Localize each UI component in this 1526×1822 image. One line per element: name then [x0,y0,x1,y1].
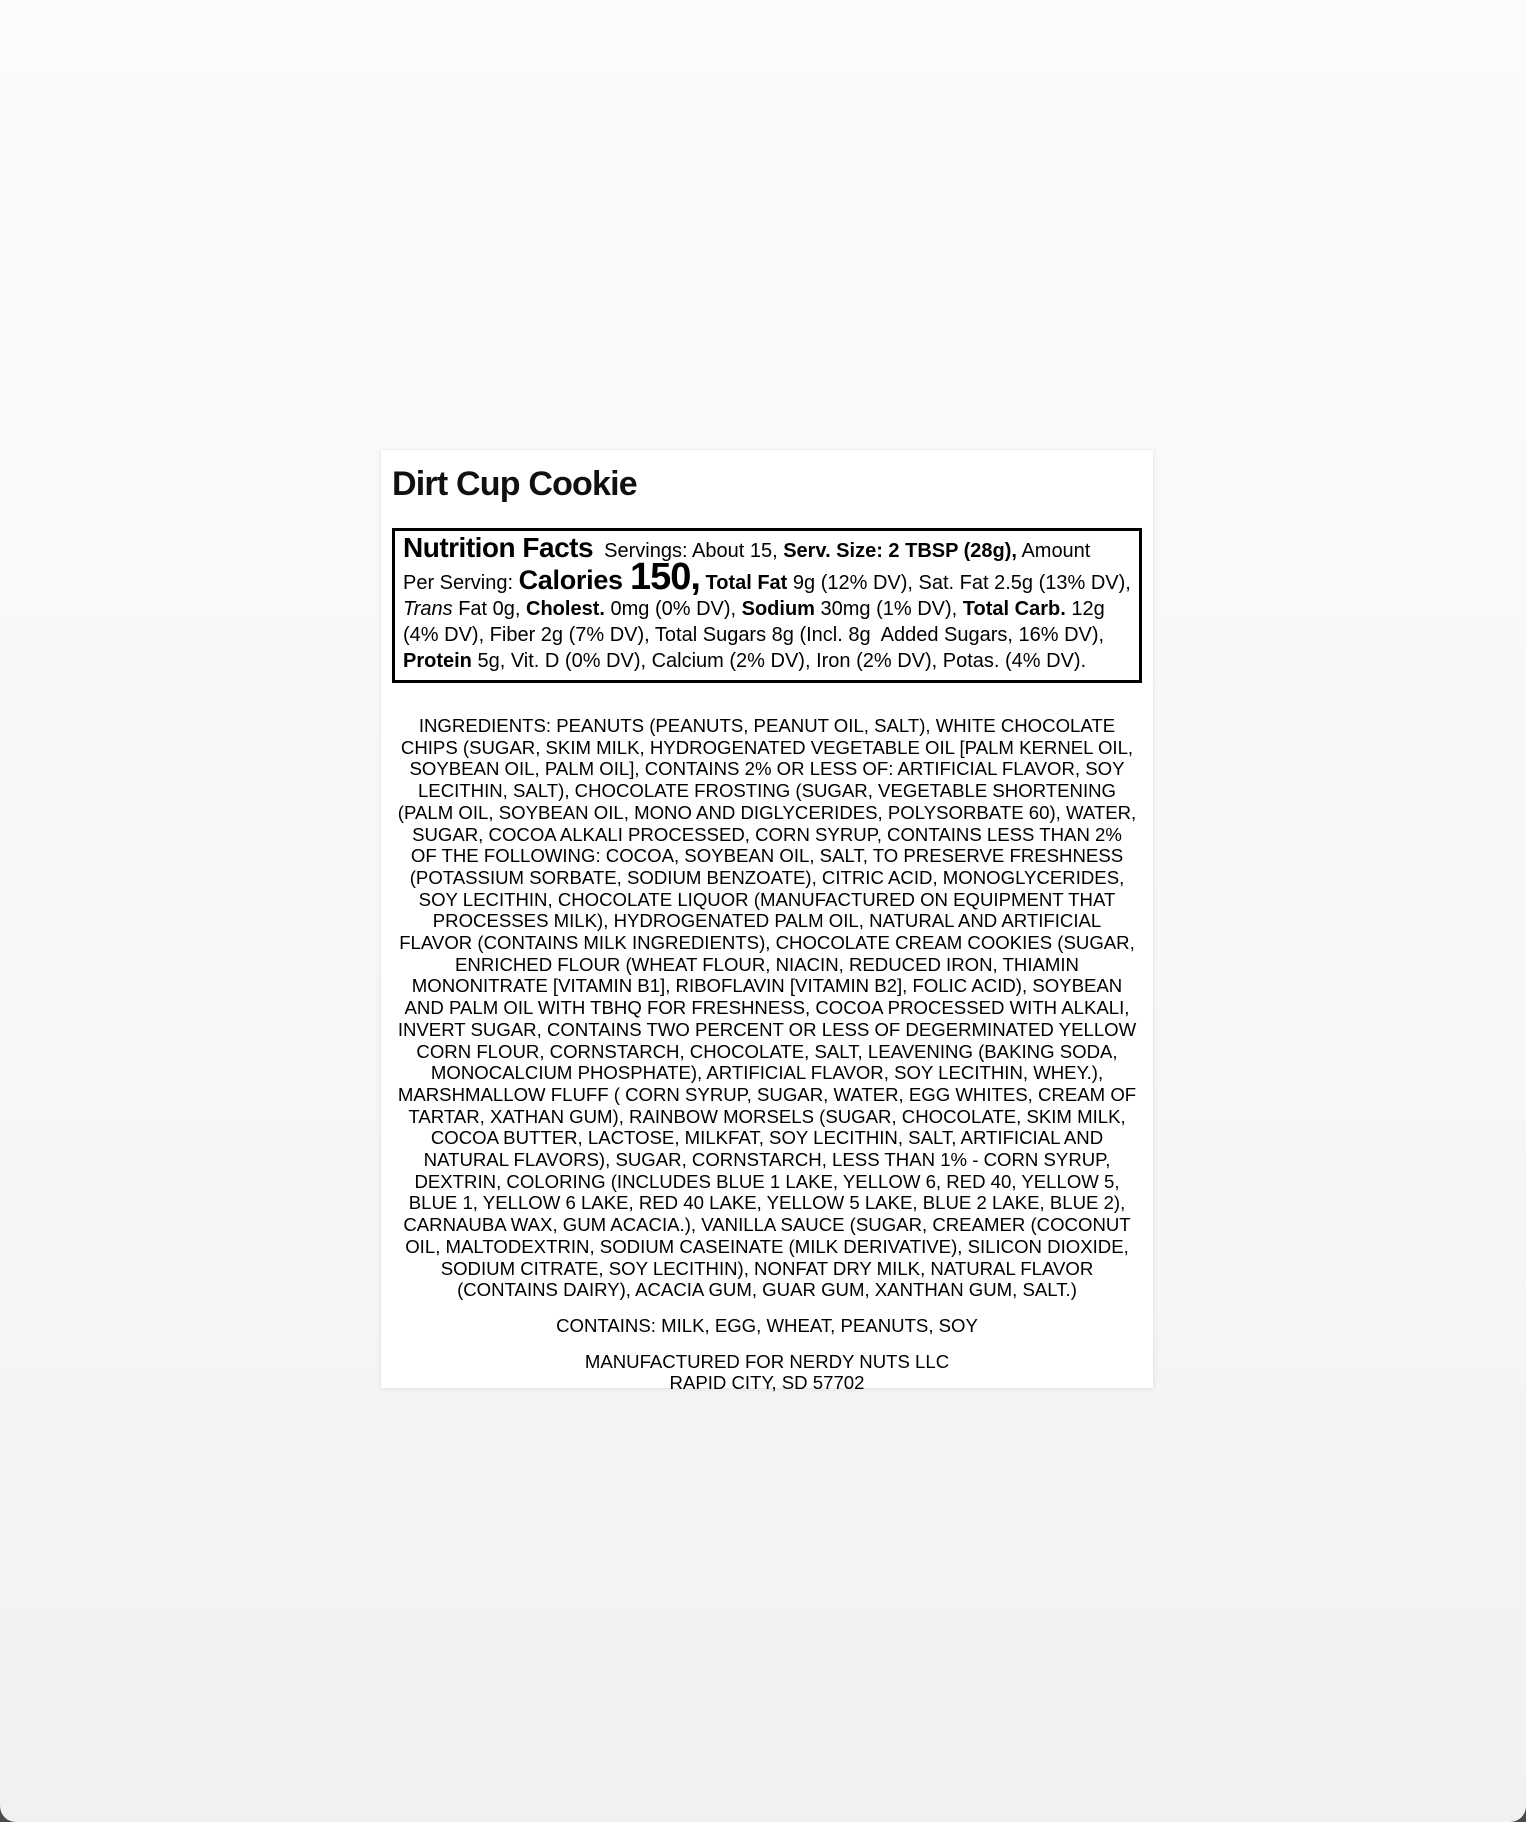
allergen-contains-statement: CONTAINS: MILK, EGG, WHEAT, PEANUTS, SOY [556,1314,978,1336]
nutrition-facts-line [403,556,1131,598]
ingredients-line: BLUE 1, YELLOW 6 LAKE, RED 40 LAKE, YELLOW 5 LAKE, BLUE 2 LAKE, BLUE 2), [408,1192,1126,1214]
nutrition-facts-segment: Per Serving: [403,572,519,594]
ingredients-paragraph [392,715,1142,1301]
nutrition-facts-segment: Protein [403,650,472,672]
ingredients-line: CARNAUBA WAX, GUM ACACIA.), VANILLA SAUCE (SUGAR, CREAMER (COCONUT [403,1214,1131,1236]
ingredients-line: TARTAR, XATHAN GUM), RAINBOW MORSELS (SUGAR, CHOCOLATE, SKIM MILK, [408,1105,1126,1127]
ingredients-line: SUGAR, COCOA ALKALI PROCESSED, CORN SYRUP, CONTAINS LESS THAN 2% [412,823,1122,845]
ingredients-line: SOYBEAN OIL, PALM OIL], CONTAINS 2% OR LESS OF: ARTIFICIAL FLAVOR, SOY [409,758,1125,780]
ingredients-line: INGREDIENTS: PEANUTS (PEANUTS, PEANUT OIL, SALT), WHITE CHOCOLATE [418,715,1116,736]
nutrition-facts-line [403,622,1131,648]
ingredients-line: ENRICHED FLOUR (WHEAT FLOUR, NIACIN, REDUCED IRON, THIAMIN [455,953,1079,975]
nutrition-facts-segment: (4% DV), Fiber 2g (7% DV), Total Sugars 8g (Incl. 8g Added Sugars, 16% DV), [403,624,1105,646]
nutrition-facts-segment: Fat 0g, [452,598,527,620]
nutrition-facts-segment: 9g (12% DV), Sat. Fat 2.5g (13% DV), [792,572,1131,594]
nutrition-facts-segment: Calories [518,565,630,595]
ingredients-line: PROCESSES MILK), HYDROGENATED PALM OIL, NATURAL AND ARTIFICIAL [432,910,1102,932]
ingredients-line: SOY LECITHIN, CHOCOLATE LIQUOR (MANUFACTURED ON EQUIPMENT THAT [418,888,1116,910]
nutrition-facts-line [403,648,1131,674]
nutrition-facts-segment: Cholest. [526,598,605,620]
nutrition-facts-segment: Sodium [741,598,815,620]
manufacturer-line: MANUFACTURED FOR NERDY NUTS LLC [584,1350,950,1372]
nutrition-facts-segment: Servings: About 15, [593,540,784,562]
ingredients-line: AND PALM OIL WITH TBHQ FOR FRESHNESS, COCOA PROCESSED WITH ALKALI, [404,997,1130,1019]
ingredients-line: SODIUM CITRATE, SOY LECITHIN), NONFAT DRY MILK, NATURAL FLAVOR [440,1257,1094,1279]
page-title: Dirt Cup Cookie [392,465,637,503]
manufacturer-city-line: RAPID CITY, SD 57702 [669,1372,865,1394]
nutrition-facts-segment: 12g [1065,598,1105,620]
product-label-card [381,450,1153,1394]
nutrition-facts-line [403,596,1131,622]
nutrition-facts-box [392,528,1142,683]
ingredients-line: OF THE FOLLOWING: COCOA, SOYBEAN OIL, SALT, TO PRESERVE FRESHNESS [410,845,1124,867]
nutrition-facts-segment: Total Fat [699,572,793,594]
ingredients-line: CORN FLOUR, CORNSTARCH, CHOCOLATE, SALT, LEAVENING (BAKING SODA, [416,1040,1118,1062]
ingredients-line: OIL, MALTODEXTRIN, SODIUM CASEINATE (MILK DERIVATIVE), SILICON DIOXIDE, [405,1235,1129,1257]
nutrition-facts-segment: Nutrition Facts [403,532,594,563]
nutrition-facts-segment: 30mg (1% DV), [814,598,963,620]
ingredients-line: DEXTRIN, COLORING (INCLUDES BLUE 1 LAKE, YELLOW 6, RED 40, YELLOW 5, [414,1170,1120,1192]
nutrition-facts-segment: 5g, Vit. D (0% DV), Calcium (2% DV), Iron (2% DV), Potas. (4% DV). [471,650,1087,672]
nutrition-facts-segment: 0mg (0% DV), [604,598,742,620]
nutrition-facts-segment: 150, [629,556,700,598]
ingredients-line: FLAVOR (CONTAINS MILK INGREDIENTS), CHOCOLATE CREAM COOKIES (SUGAR, [399,932,1135,954]
ingredients-line: COCOA BUTTER, LACTOSE, MILKFAT, SOY LECITHIN, SALT, ARTIFICIAL AND [430,1127,1104,1149]
ingredients-line: (CONTAINS DAIRY), ACACIA GUM, GUAR GUM, XANTHAN GUM, SALT.) [457,1279,1077,1301]
ingredients-line: MONONITRATE [VITAMIN B1], RIBOFLAVIN [VITAMIN B2], FOLIC ACID), SOYBEAN [411,975,1123,997]
ingredients-line: NATURAL FLAVORS), SUGAR, CORNSTARCH, LESS THAN 1% - CORN SYRUP, [423,1149,1111,1171]
nutrition-facts-segment: Trans [403,598,453,620]
ingredients-line: LECITHIN, SALT), CHOCOLATE FROSTING (SUGAR, VEGETABLE SHORTENING [417,780,1117,802]
ingredients-line: MARSHMALLOW FLUFF ( CORN SYRUP, SUGAR, WATER, EGG WHITES, CREAM OF [397,1083,1137,1105]
ingredients-line: INVERT SUGAR, CONTAINS TWO PERCENT OR LESS OF DEGERMINATED YELLOW [397,1018,1137,1040]
ingredients-line: MONOCALCIUM PHOSPHATE), ARTIFICIAL FLAVOR, SOY LECITHIN, WHEY.), [430,1062,1104,1084]
ingredients-line: (POTASSIUM SORBATE, SODIUM BENZOATE), CITRIC ACID, MONOGLYCERIDES, [409,866,1125,888]
nutrition-facts-segment: Serv. Size: 2 TBSP (28g), [783,540,1017,562]
nutrition-facts-segment: Total Carb. [962,598,1066,620]
ingredients-line: (PALM OIL, SOYBEAN OIL, MONO AND DIGLYCERIDES, POLYSORBATE 60), WATER, [397,801,1137,823]
nutrition-facts-segment: Amount [1016,540,1091,562]
nutrition-facts-line [403,532,1131,564]
manufacturer-block [392,1351,1142,1394]
ingredients-line: CHIPS (SUGAR, SKIM MILK, HYDROGENATED VEGETABLE OIL [PALM KERNEL OIL, [400,736,1134,758]
